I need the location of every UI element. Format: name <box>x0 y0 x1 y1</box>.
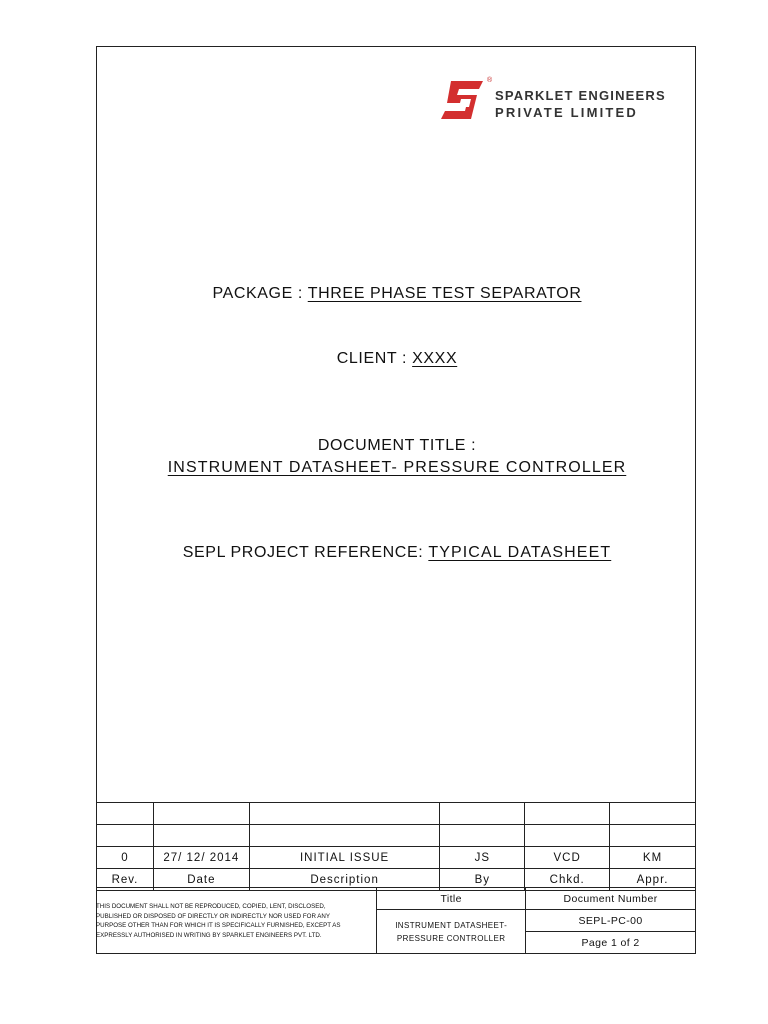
document-title-label: DOCUMENT TITLE : <box>317 437 477 454</box>
project-ref-line <box>97 544 697 562</box>
blank-cell <box>525 803 610 825</box>
chkd-header: Chkd. <box>525 869 610 891</box>
disclaimer-line: PURPOSE OTHER THAN FOR WHICH IT IS SPECIFICALLY FURNISHED, EXCEPT AS <box>96 922 341 929</box>
chkd-cell: VCD <box>525 847 610 869</box>
by-header: By <box>440 869 525 891</box>
client-label: CLIENT : <box>336 350 408 367</box>
disclaimer <box>96 888 377 954</box>
appr-cell: KM <box>610 847 696 869</box>
project-ref-value: TYPICAL DATASHEET <box>428 544 612 561</box>
page-number: Page 1 of 2 <box>526 932 696 954</box>
by-cell: JS <box>440 847 525 869</box>
package-label: PACKAGE : <box>212 285 303 302</box>
blank-cell <box>440 825 525 847</box>
document-title-value: INSTRUMENT DATASHEET- PRESSURE CONTROLLER <box>167 459 627 476</box>
registered-mark: ® <box>487 77 493 84</box>
revision-row-blank <box>97 825 696 847</box>
revision-row-blank <box>97 803 696 825</box>
title-block <box>96 887 696 954</box>
blank-cell <box>610 803 696 825</box>
project-ref-label: SEPL PROJECT REFERENCE: <box>182 544 424 561</box>
description-cell: INITIAL ISSUE <box>249 847 440 869</box>
date-cell: 27/ 12/ 2014 <box>153 847 249 869</box>
package-value: THREE PHASE TEST SEPARATOR <box>307 285 582 302</box>
document-sheet <box>96 46 696 954</box>
package-line <box>97 285 697 303</box>
company-name <box>495 87 666 121</box>
company-name-line1: SPARKLET ENGINEERS <box>495 88 666 103</box>
company-logo <box>441 77 666 125</box>
disclaimer-line: EXPRESSLY AUTHORISED IN WRITING BY SPARKLET ENGINEERS PVT. LTD. <box>96 931 322 939</box>
blank-cell <box>97 825 154 847</box>
client-line <box>97 350 697 368</box>
title-line2: PRESSURE CONTROLLER <box>396 933 506 943</box>
blank-cell <box>440 803 525 825</box>
sparklet-logo-icon <box>441 79 487 121</box>
disclaimer-line: PUBLISHED OR DISPOSED OF DIRECTLY OR INDIRECTLY NOR USED FOR ANY <box>96 912 331 920</box>
blank-cell <box>97 803 154 825</box>
blank-cell <box>153 825 249 847</box>
docnum-header: Document Number <box>526 888 696 910</box>
title-value <box>377 910 526 954</box>
blank-cell <box>610 825 696 847</box>
description-header: Description <box>249 869 440 891</box>
blank-cell <box>525 825 610 847</box>
rev-cell: 0 <box>97 847 154 869</box>
date-header: Date <box>153 869 249 891</box>
blank-cell <box>249 825 440 847</box>
blank-cell <box>153 803 249 825</box>
disclaimer-line: THIS DOCUMENT SHALL NOT BE REPRODUCED, COPIED, LENT, DISCLOSED, <box>96 903 326 910</box>
appr-header: Appr. <box>610 869 696 891</box>
title-header: Title <box>377 888 526 910</box>
docnum-value: SEPL-PC-00 <box>526 910 696 932</box>
document-title-row <box>97 459 697 477</box>
company-name-line2: PRIVATE LIMITED <box>495 105 639 120</box>
client-value: XXXX <box>412 350 458 367</box>
revision-table <box>96 802 696 891</box>
rev-header: Rev. <box>97 869 154 891</box>
revision-row <box>97 847 696 869</box>
blank-cell <box>249 803 440 825</box>
title-line1: INSTRUMENT DATASHEET- <box>395 920 508 930</box>
